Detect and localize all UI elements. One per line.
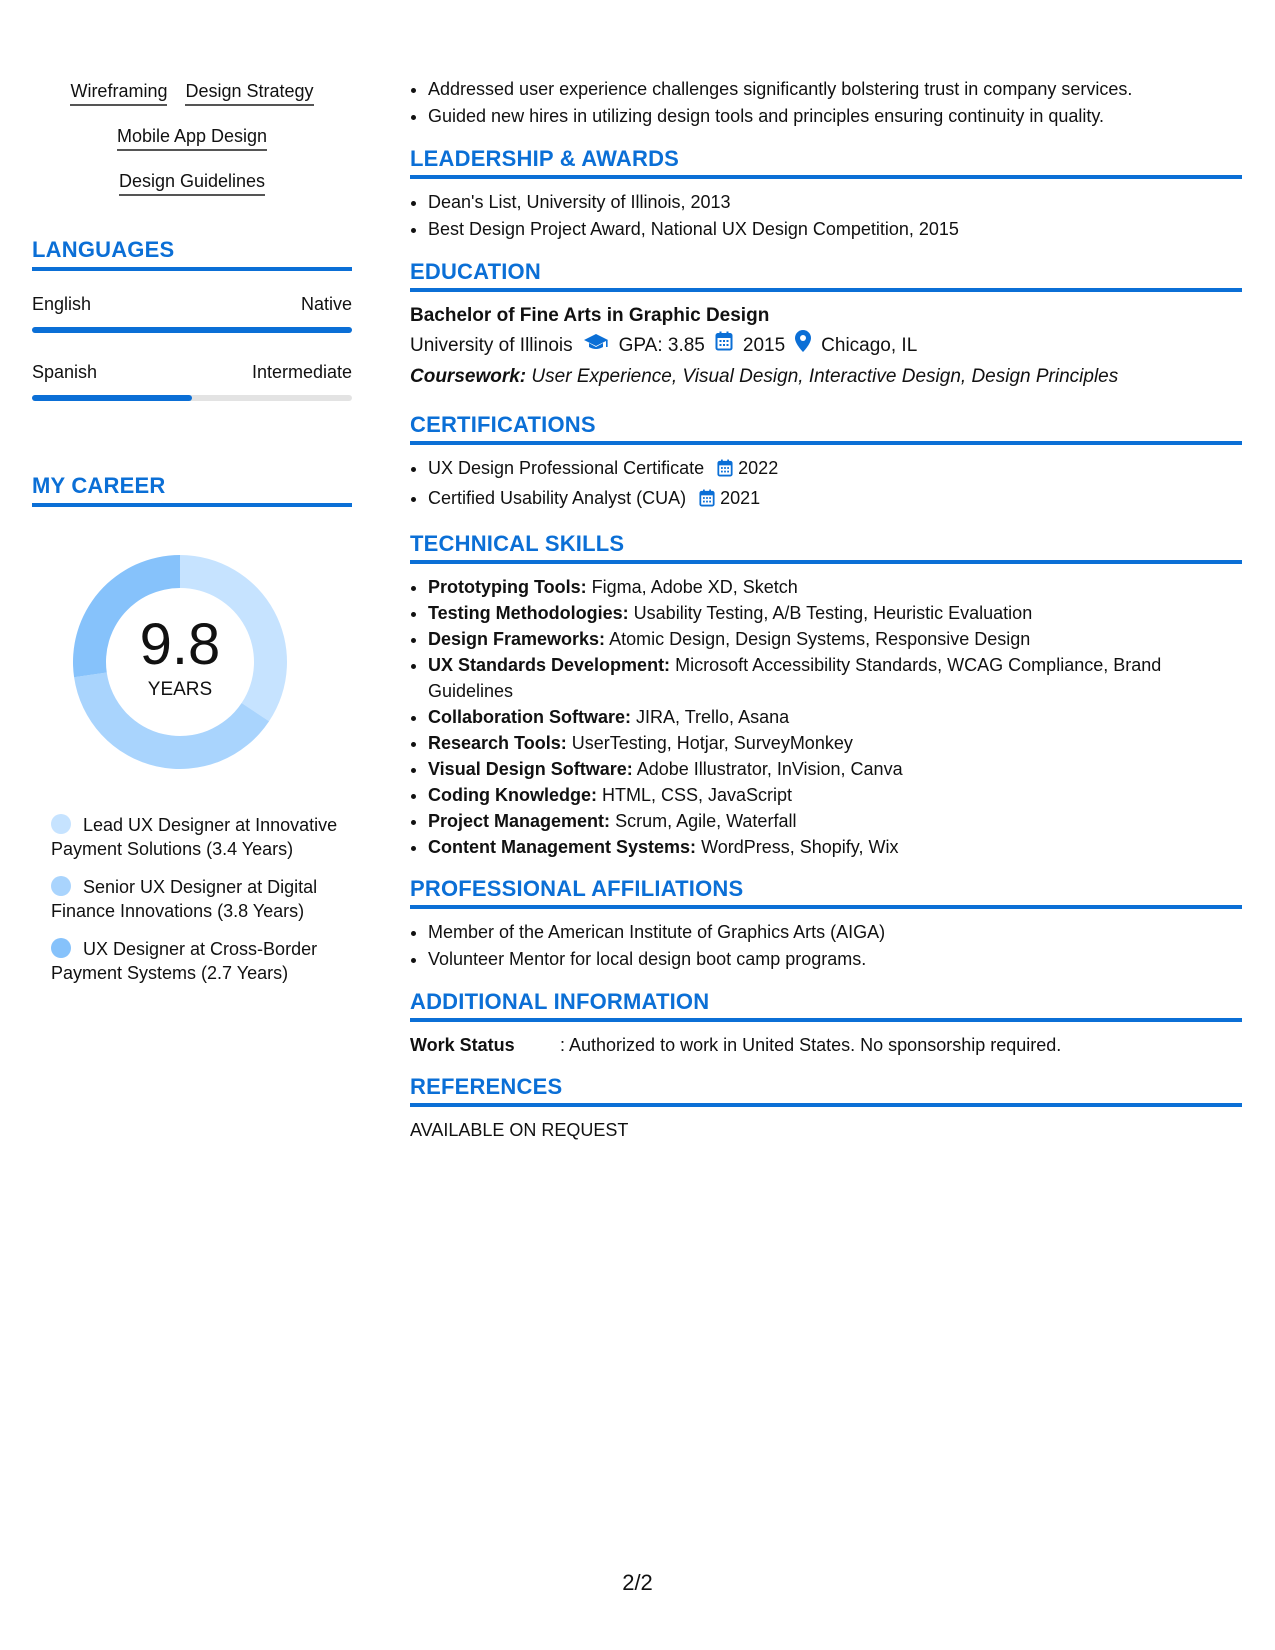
skill-label: Testing Methodologies: [428,603,629,623]
graduation-cap-icon [583,331,609,361]
list-item [428,626,1242,652]
list-item [428,652,1242,704]
certification-year: 2022 [738,458,779,478]
skill-label: Prototyping Tools: [428,577,587,597]
skill-value: Adobe Illustrator, InVision, Canva [636,759,903,779]
skill-value: HTML, CSS, JavaScript [602,785,793,805]
skill-tag: Design Strategy [185,80,313,106]
skill-label: Collaboration Software: [428,707,632,727]
list-item [428,600,1242,626]
location: Chicago, IL [821,335,918,356]
career-unit: YEARS [147,679,213,700]
affiliations-title: PROFESSIONAL AFFILIATIONS [410,876,1242,909]
language-bar-fill [32,395,192,401]
education-meta [410,330,1242,362]
skill-value: Atomic Design, Design Systems, Responsive Design [609,629,1031,649]
career-legend [51,813,341,985]
language-bar-fill [32,327,352,333]
degree: Bachelor of Fine Arts in Graphic Design [410,305,770,326]
coursework-label: Coursework: [410,366,527,387]
calendar-icon [715,331,733,361]
career-legend-item [51,813,341,861]
gpa: GPA: 3.85 [618,335,705,356]
legend-dot [51,876,71,896]
calendar-icon [699,488,715,515]
technical-list [410,574,1242,860]
career-role: Lead UX Designer at Innovative Payment Solutions (3.4 Years) [51,815,338,859]
work-status-label: Work Status [410,1035,515,1055]
work-status-value: : Authorized to work in United States. No sponsorship required. [560,1035,1062,1055]
school: University of Illinois [410,335,573,356]
skills-tags [32,80,352,215]
career-role: UX Designer at Cross-Border Payment Systems (2.7 Years) [51,939,318,983]
location-pin-icon [795,330,811,362]
leadership-title: LEADERSHIP & AWARDS [410,146,1242,179]
career-role: Senior UX Designer at Digital Finance Innovations (3.8 Years) [51,877,318,921]
work-status [410,1032,1242,1058]
career-legend-item [51,875,341,923]
graduation-year: 2015 [742,335,786,356]
skill-tag: Mobile App Design [117,125,267,151]
skill-value: Usability Testing, A/B Testing, Heuristic Evaluation [633,603,1033,623]
skill-label: UX Standards Development: [428,655,671,675]
list-item [428,808,1242,834]
right-column [410,80,1242,1143]
technical-title: TECHNICAL SKILLS [410,531,1242,564]
list-item [428,782,1242,808]
certification-item [428,485,1242,515]
certification-name: Certified Usability Analyst (CUA) [428,488,687,508]
certification-item [428,455,1242,485]
list-item: • Guided new hires in utilizing design tools and principles ensuring continuity in quality. [428,103,1242,130]
skill-value: Figma, Adobe XD, Sketch [591,577,798,597]
list-item [428,704,1242,730]
skill-value: JIRA, Trello, Asana [636,707,790,727]
language-bar [32,395,352,401]
languages-title: LANGUAGES [32,237,352,271]
list-item [428,834,1242,860]
language-item [32,361,352,401]
career-title: MY CAREER [32,473,352,507]
coursework-value: User Experience, Visual Design, Interactive Design, Design Principles [531,366,1119,387]
experience-bullets [410,76,1242,130]
language-name: English [32,294,92,314]
calendar-icon [717,458,733,485]
skill-tag: Wireframing [70,80,167,106]
left-column [32,80,352,999]
skill-label: Design Frameworks: [428,629,606,649]
certifications-title: CERTIFICATIONS [410,412,1242,445]
language-level: Native [300,294,352,314]
skill-value: Scrum, Agile, Waterfall [615,811,797,831]
list-item: • Volunteer Mentor for local design boot camp programs. [428,946,1242,973]
coursework [410,362,1242,392]
list-item: • Dean's List, University of Illinois, 2013 [428,189,1242,216]
skill-tag: Design Guidelines [119,170,265,196]
references-text: AVAILABLE ON REQUEST [410,1120,629,1140]
list-item: • Member of the American Institute of Graphics Arts (AIGA) [428,919,1242,946]
language-name: Spanish [32,362,98,382]
skill-label: Coding Knowledge: [428,785,597,805]
list-item [428,574,1242,600]
skill-label: Visual Design Software: [428,759,633,779]
skill-label: Content Management Systems: [428,837,697,857]
affiliations-list [410,919,1242,973]
languages-section [32,237,352,401]
legend-dot [51,814,71,834]
skill-value: WordPress, Shopify, Wix [701,837,899,857]
career-section [32,473,352,985]
legend-dot [51,938,71,958]
leadership-list [410,189,1242,243]
page-number: 2/2 [622,1570,653,1595]
certification-year: 2021 [720,488,761,508]
career-total: 9.8 [139,612,221,677]
list-item [428,756,1242,782]
skill-value: Microsoft Accessibility Standards, WCAG Compliance, Brand Guidelines [428,655,1162,701]
skill-label: Project Management: [428,811,611,831]
skill-value: UserTesting, Hotjar, SurveyMonkey [571,733,853,753]
list-item [428,730,1242,756]
list-item: • Best Design Project Award, National UX Design Competition, 2015 [428,216,1242,243]
education-title: EDUCATION [410,259,1242,292]
references-title: REFERENCES [410,1074,1242,1107]
career-legend-item [51,937,341,985]
certification-name: UX Design Professional Certificate [428,458,705,478]
list-item: • Addressed user experience challenges significantly bolstering trust in company services. [428,76,1242,103]
language-level: Intermediate [251,362,352,382]
skill-label: Research Tools: [428,733,567,753]
language-item [32,293,352,333]
career-donut [65,547,295,777]
certifications-list [410,455,1242,515]
additional-title: ADDITIONAL INFORMATION [410,989,1242,1022]
language-bar [32,327,352,333]
